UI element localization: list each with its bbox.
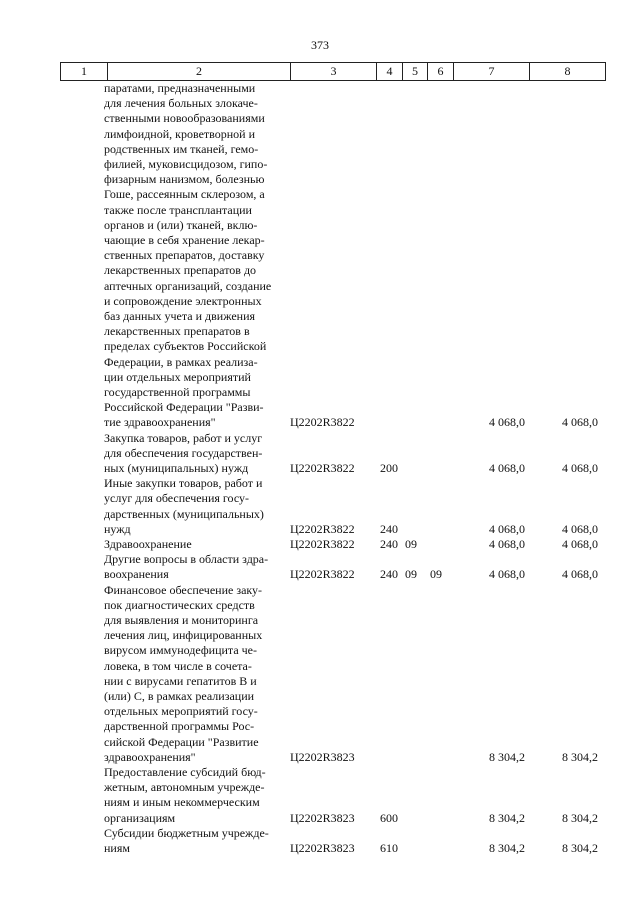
cell-c4: 200 (380, 460, 398, 475)
description-line: (или) С, в рамках реализации (104, 689, 255, 704)
header-col-8: 8 (530, 63, 606, 81)
header-col-7: 7 (454, 63, 530, 81)
row-description (104, 431, 286, 477)
description-line: Гоше, рассеянным склерозом, а (104, 187, 265, 202)
row-description (104, 552, 286, 582)
description-line: ниям (104, 841, 130, 855)
page-number: 373 (311, 38, 329, 52)
description-line: Федерации, в рамках реализа- (104, 354, 258, 369)
header-col-5: 5 (403, 63, 428, 81)
target-article-code: Ц2202R3823 (290, 749, 355, 764)
table-row (0, 431, 640, 477)
description-line: Закупка товаров, работ и услуг (104, 430, 263, 445)
description-line: воохранения (104, 567, 169, 582)
row-description (104, 537, 286, 552)
description-line: ции отдельных мероприятий (104, 369, 251, 384)
cell-c8: 8 304,2 (562, 840, 598, 855)
row-description (104, 765, 286, 826)
cell-c4: 240 (380, 521, 398, 536)
description-line: ственными новообразованиями (104, 111, 265, 126)
description-line: для выявления и мониторинга (104, 613, 259, 627)
description-line: аптечных организаций, создание (104, 278, 272, 293)
target-article-code: Ц2202R3823 (290, 810, 355, 825)
table-row (0, 826, 640, 856)
cell-c7: 4 068,0 (489, 460, 525, 475)
header-col-4: 4 (377, 63, 403, 81)
cell-c7: 4 068,0 (489, 521, 525, 536)
description-line: услуг для обеспечения госу- (104, 491, 250, 506)
description-line: Другие вопросы в области здра- (104, 552, 269, 567)
row-description (104, 81, 286, 431)
description-line: дарственной программы Рос- (104, 719, 255, 734)
description-line: сийской Федерации "Развитие (104, 734, 259, 749)
description-line: также после трансплантации (104, 202, 252, 217)
header-col-2: 2 (108, 63, 291, 81)
description-line: родственных им тканей, гемо- (104, 141, 259, 156)
cell-c5: 09 (405, 567, 417, 582)
description-line: здравоохранения" (104, 749, 196, 764)
target-article-code: Ц2202R3822 (290, 567, 355, 582)
description-line: органов и (или) тканей, вклю- (104, 217, 258, 232)
description-line: вирусом иммунодефицита че- (104, 643, 257, 658)
description-line: филией, муковисцидозом, гипо- (104, 157, 268, 172)
description-line: лимфоидной, кроветворной и (104, 126, 255, 141)
cell-c8: 4 068,0 (562, 567, 598, 582)
description-line: паратами, предназначенными (104, 81, 256, 95)
description-line: ных (муниципальных) нужд (104, 461, 249, 475)
header-col-3: 3 (291, 63, 377, 81)
target-article-code: Ц2202R3823 (290, 840, 355, 855)
cell-c7: 8 304,2 (489, 810, 525, 825)
cell-c4: 610 (380, 840, 398, 855)
description-line: лекарственных препаратов до (104, 263, 257, 278)
cell-c4: 240 (380, 567, 398, 582)
description-line: жетным, автономным учрежде- (104, 780, 265, 795)
row-description (104, 826, 286, 856)
description-line: для лечения больных злокаче- (104, 96, 258, 111)
description-line: тие здравоохранения" (104, 415, 216, 430)
table-row (0, 765, 640, 826)
cell-c8: 4 068,0 (562, 460, 598, 475)
cell-c5: 09 (405, 536, 417, 551)
target-article-code: Ц2202R3822 (290, 521, 355, 536)
description-line: нужд (104, 521, 131, 536)
cell-c8: 8 304,2 (562, 810, 598, 825)
column-header-row (60, 62, 606, 81)
table-row (0, 552, 640, 582)
description-line: Субсидии бюджетным учрежде- (104, 825, 269, 840)
description-line: лечения лиц, инфицированных (104, 628, 263, 643)
cell-c7: 4 068,0 (489, 536, 525, 551)
description-line: и сопровождение электронных (104, 293, 262, 308)
description-line: отдельных мероприятий госу- (104, 704, 258, 719)
table-row (0, 476, 640, 537)
description-line: ственных препаратов, доставку (104, 248, 265, 263)
table-row (0, 583, 640, 765)
description-line: пок диагностических средств (104, 597, 255, 612)
target-article-code: Ц2202R3822 (290, 536, 355, 551)
description-line: лекарственных препаратов в (104, 324, 250, 339)
cell-c8: 4 068,0 (562, 536, 598, 551)
description-line: Финансовое обеспечение заку- (104, 582, 263, 597)
cell-c4: 600 (380, 810, 398, 825)
description-line: пределах субъектов Российской (104, 339, 267, 354)
cell-c8: 4 068,0 (562, 415, 598, 430)
description-line: баз данных учета и движения (104, 309, 256, 324)
description-line: чающие в себя хранение лекар- (104, 233, 265, 248)
description-line: ловека, в том числе в сочета- (104, 658, 252, 673)
cell-c7: 4 068,0 (489, 415, 525, 430)
description-line: Иные закупки товаров, работ и (104, 476, 263, 491)
description-line: дарственных (муниципальных) (104, 506, 264, 521)
cell-c6: 09 (430, 567, 442, 582)
table-row (0, 537, 640, 552)
row-description (104, 476, 286, 537)
description-line: нии с вирусами гепатитов В и (104, 673, 257, 688)
cell-c7: 8 304,2 (489, 749, 525, 764)
header-col-1: 1 (61, 63, 108, 81)
description-line: организациям (104, 810, 176, 825)
target-article-code: Ц2202R3822 (290, 415, 355, 430)
description-line: ниям и иным некоммерческим (104, 795, 260, 810)
header-col-6: 6 (428, 63, 454, 81)
description-line: Предоставление субсидий бюд- (104, 765, 266, 779)
cell-c8: 4 068,0 (562, 521, 598, 536)
description-line: государственной программы (104, 385, 251, 400)
target-article-code: Ц2202R3822 (290, 460, 355, 475)
row-description (104, 583, 286, 765)
cell-c4: 240 (380, 536, 398, 551)
description-line: Российской Федерации "Разви- (104, 400, 264, 415)
description-line: Здравоохранение (104, 537, 192, 551)
cell-c8: 8 304,2 (562, 749, 598, 764)
description-line: для обеспечения государствен- (104, 445, 263, 460)
description-line: физарным нанизмом, болезнью (104, 172, 265, 187)
table-row (0, 81, 640, 431)
cell-c7: 4 068,0 (489, 567, 525, 582)
cell-c7: 8 304,2 (489, 840, 525, 855)
